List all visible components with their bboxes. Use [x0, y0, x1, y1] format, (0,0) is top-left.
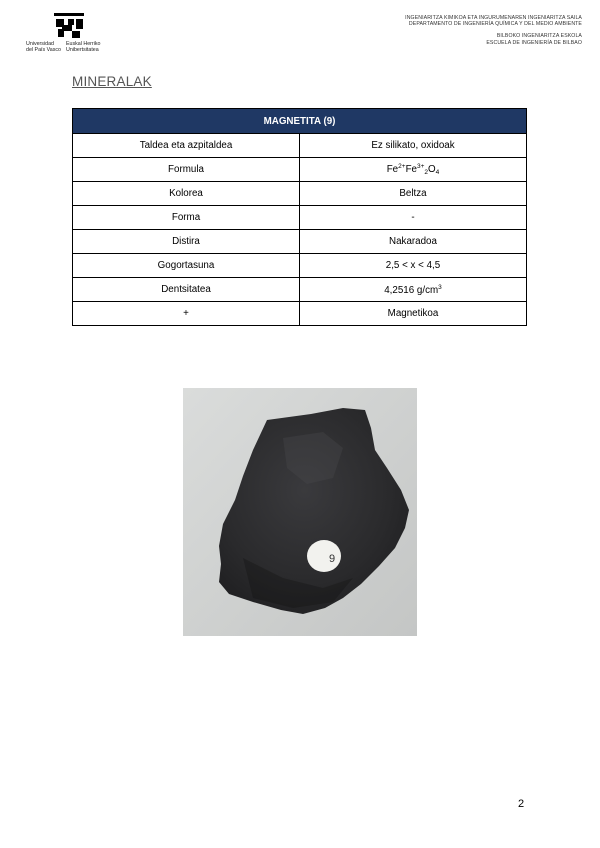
sample-label-number: 9 — [329, 553, 336, 565]
department-line: DEPARTAMENTO DE INGENIERÍA QUÍMICA Y DEL MEDIO AMBIENTE — [408, 21, 582, 28]
property-value: Beltza — [300, 182, 527, 206]
department-header — [405, 15, 582, 46]
table-row — [73, 254, 527, 278]
magnetite-sample-photo — [183, 388, 417, 636]
table-row — [73, 206, 527, 230]
mineral-properties-table — [72, 108, 527, 326]
property-label: + — [73, 302, 300, 326]
property-label: Taldea eta azpitaldea — [73, 134, 300, 158]
property-label: Distira — [73, 230, 300, 254]
table-title: MAGNETITA (9) — [73, 109, 527, 134]
table-header-row — [73, 109, 527, 134]
property-value: 4,2516 $g/cm^3$ — [300, 278, 527, 302]
sample-label-sticker — [307, 540, 341, 572]
logo-text-eu: Euskal Herriko Unibertsitatea — [66, 41, 101, 53]
school-line: ESCUELA DE INGENIERÍA DE BILBAO — [486, 39, 582, 46]
table-row — [73, 302, 527, 326]
table-row — [73, 278, 527, 302]
table-row — [73, 230, 527, 254]
property-value: Magnetikoa — [300, 302, 527, 326]
university-logo — [26, 13, 116, 57]
property-label: Gogortasuna — [73, 254, 300, 278]
page-number: 2 — [518, 798, 525, 810]
table-row — [73, 182, 527, 206]
property-label: Formula — [73, 158, 300, 182]
property-value: Ez silikato, oxidoak — [300, 134, 527, 158]
property-value-formula: $Fe^{2+}Fe^{3+}_2O_4$ — [300, 158, 527, 182]
logo-text-es: Universidad del País Vasco — [26, 41, 61, 53]
property-label: Forma — [73, 206, 300, 230]
property-label: Dentsitatea — [73, 278, 300, 302]
property-value: Nakaradoa — [300, 230, 527, 254]
upv-ehu-emblem-icon — [54, 13, 84, 39]
school-line: BILBOKO INGENIARITZA ESKOLA — [496, 33, 582, 40]
property-label: Kolorea — [73, 182, 300, 206]
property-value: 2,5 < x < 4,5 — [300, 254, 527, 278]
table-row — [73, 158, 527, 182]
department-line: INGENIARITZA KIMIKOA ETA INGURUMENAREN INGENIARITZA SAILA — [405, 15, 582, 21]
table-row — [73, 134, 527, 158]
property-value: - — [300, 206, 527, 230]
section-title: MINERALAK — [72, 74, 152, 89]
